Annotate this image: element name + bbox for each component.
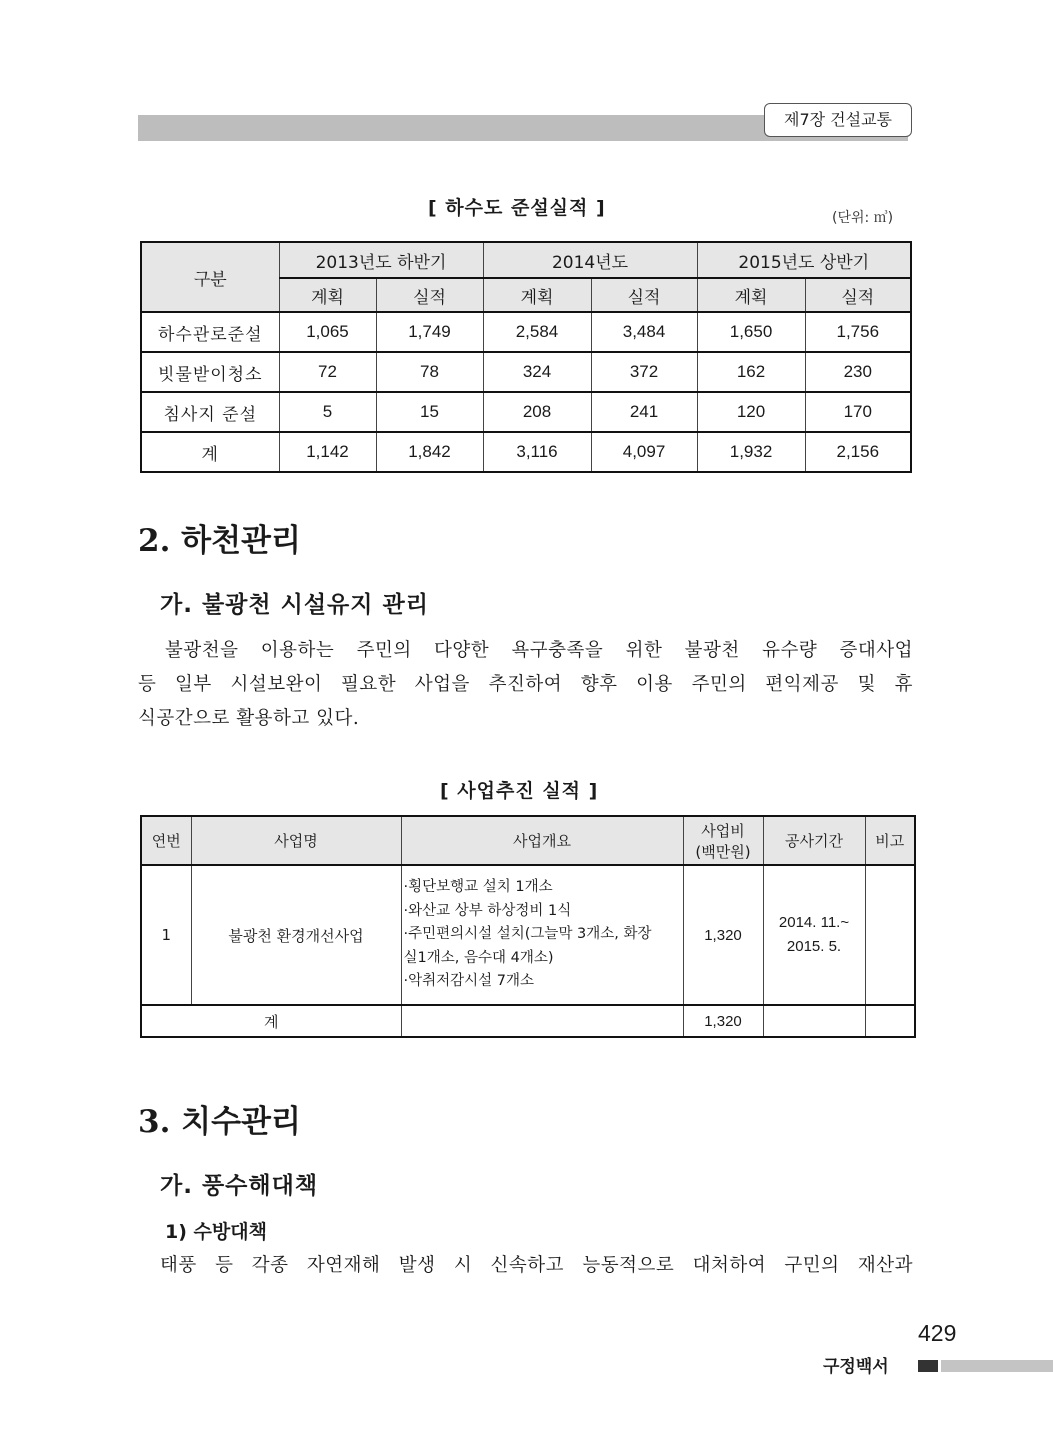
subheader-cell: 실적 [805, 278, 911, 312]
paragraph-line: 등 일부 시설보완이 필요한 사업을 추진하여 향후 이용 주민의 편익제공 및 휴 [138, 674, 913, 695]
section-title: 2. 하천관리 [138, 523, 301, 559]
sewer-table-caption: [ 하수도 준설실적 ] [428, 197, 606, 219]
table-cell: 170 [805, 392, 911, 432]
table-row [141, 865, 915, 1005]
subheader-cell: 계획 [279, 278, 376, 312]
period-header: 2015년도 상반기 [697, 242, 911, 278]
footer-dark-block [918, 1360, 938, 1372]
row-label: 하수관로준설 [141, 312, 279, 352]
table-cell: 162 [697, 352, 805, 392]
header-name: 사업명 [191, 816, 401, 865]
row-overview [401, 865, 683, 1005]
period-line: 2015. 5. [786, 938, 842, 955]
row-label: 계 [141, 432, 279, 472]
row-header-cell: 구분 [141, 242, 279, 312]
footer-label: 구정백서 [823, 1357, 889, 1377]
row-label: 빗물받이청소 [141, 352, 279, 392]
section-title: 3. 치수관리 [138, 1104, 301, 1140]
total-row [141, 432, 911, 472]
overview-line: ·악취저감시설 7개소 [403, 973, 534, 990]
table-cell: 1,756 [805, 312, 911, 352]
row-note [865, 865, 915, 1005]
project-table [140, 815, 916, 1038]
total-overview [401, 1005, 683, 1037]
table-cell: 241 [591, 392, 697, 432]
overview-line: ·와산교 상부 하상정비 1식 [403, 902, 572, 919]
total-row [141, 1005, 915, 1037]
table-cell: 1,142 [279, 432, 376, 472]
subsection-title: 가. 불광천 시설유지 관리 [160, 592, 429, 618]
row-no: 1 [141, 865, 191, 1005]
sewer-table-unit: (단위: ㎥) [832, 210, 894, 226]
table-cell: 372 [591, 352, 697, 392]
total-label: 계 [141, 1005, 401, 1037]
table-cell: 78 [376, 352, 483, 392]
header-period: 공사기간 [763, 816, 865, 865]
chapter-tab: 제7장 건설교통 [764, 103, 912, 137]
subsection-title: 가. 풍수해대책 [160, 1173, 319, 1199]
table-cell: 15 [376, 392, 483, 432]
period-header: 2014년도 [483, 242, 697, 278]
header-overview: 사업개요 [401, 816, 683, 865]
header-cost-line: 사업비 [701, 821, 745, 840]
table-cell: 4,097 [591, 432, 697, 472]
project-table-caption: [ 사업추진 실적 ] [440, 780, 599, 802]
table-row [141, 392, 911, 432]
table-cell: 324 [483, 352, 591, 392]
table-cell: 1,065 [279, 312, 376, 352]
paragraph-line: 불광천을 이용하는 주민의 다양한 욕구충족을 위한 불광천 유수량 증대사업 [165, 640, 913, 661]
paragraph-line: 태풍 등 각종 자연재해 발생 시 신속하고 능동적으로 대처하여 구민의 재산과 [160, 1255, 913, 1276]
period-header: 2013년도 하반기 [279, 242, 483, 278]
table-cell: 2,156 [805, 432, 911, 472]
row-name: 불광천 환경개선사업 [191, 865, 401, 1005]
header-no: 연번 [141, 816, 191, 865]
row-label: 침사지 준설 [141, 392, 279, 432]
row-period [763, 865, 865, 1005]
subheader-cell: 계획 [483, 278, 591, 312]
table-cell: 5 [279, 392, 376, 432]
paragraph-line: 식공간으로 활용하고 있다. [138, 708, 360, 729]
total-period [763, 1005, 865, 1037]
total-note [865, 1005, 915, 1037]
total-cost: 1,320 [683, 1005, 763, 1037]
table-cell: 1,650 [697, 312, 805, 352]
table-cell: 1,749 [376, 312, 483, 352]
table-cell: 120 [697, 392, 805, 432]
table-cell: 1,842 [376, 432, 483, 472]
page-number: 429 [918, 1320, 957, 1346]
table-cell: 208 [483, 392, 591, 432]
overview-line: 실1개소, 음수대 4개소) [403, 949, 554, 966]
subheader-cell: 계획 [697, 278, 805, 312]
table-cell: 3,116 [483, 432, 591, 472]
overview-line: ·주민편의시설 설치(그늘막 3개소, 화장 [403, 926, 652, 943]
header-cost-line: (백만원) [695, 842, 751, 861]
row-cost: 1,320 [683, 865, 763, 1005]
table-cell: 72 [279, 352, 376, 392]
table-cell: 230 [805, 352, 911, 392]
sewer-dredging-table [140, 241, 912, 473]
period-line: 2014. 11.~ [778, 914, 850, 931]
header-note: 비고 [865, 816, 915, 865]
table-cell: 3,484 [591, 312, 697, 352]
item-title: 1) 수방대책 [165, 1221, 267, 1243]
header-cost [683, 816, 763, 865]
table-row [141, 352, 911, 392]
overview-line: ·횡단보행교 설치 1개소 [403, 879, 553, 896]
table-cell: 1,932 [697, 432, 805, 472]
table-cell: 2,584 [483, 312, 591, 352]
table-row [141, 312, 911, 352]
subheader-cell: 실적 [376, 278, 483, 312]
subheader-cell: 실적 [591, 278, 697, 312]
paragraph [138, 634, 913, 736]
footer-bar [941, 1360, 1053, 1372]
